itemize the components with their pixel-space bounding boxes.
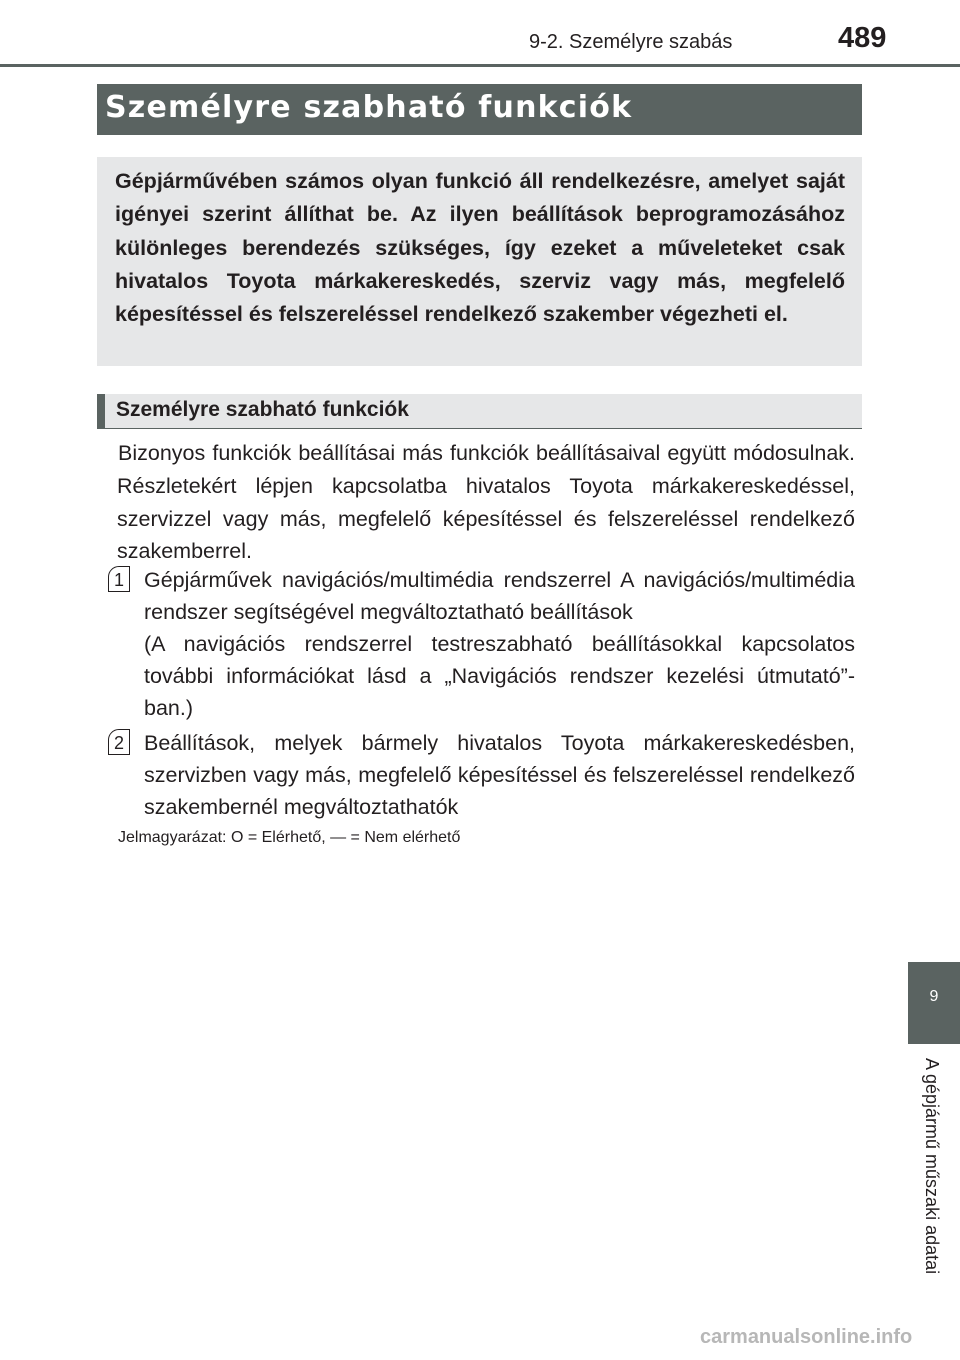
header-divider [0,64,960,67]
intro-box [97,157,862,366]
header-section-title: 9-2. Személyre szabás [529,31,733,53]
body-paragraph: Bizonyos funkciók beállításai más funkciók beállításaival együtt módosulnak. Részletekért lépjen kapcsolatba hivatalos Toyota márkakereskedéssel, szervizzel vagy más, megfelelő képesítéssel és felszereléssel rendelkező szakemberrel. [117,441,855,564]
list-marker-1: 1 [108,566,130,592]
list-item-1-note: (A navigációs rendszerrel testreszabható beállításokkal kapcsolatos további információkat lásd a „Navigációs rendszer kezelési útmutató”-ban.) [144,631,855,720]
chapter-label: A gépjármű műszaki adatai [922,1058,942,1275]
list-item-1-text: Gépjárművek navigációs/multimédia rendszerrel A navigációs/multimédia rendszer segítségével megváltoztatható beállítások [144,568,855,624]
intro-text: Gépjárművében számos olyan funkció áll rendelkezésre, amelyet saját igényei szerint állíthat be. Az ilyen beállítások beprogramozásához különleges berendezés szükséges, így ezeket a műveleteket csak hivatalos Toyota márkakereskedés, szerviz vagy más, megfelelő képesítéssel és felszereléssel rendelkező szakember végezheti el. [115,169,845,327]
chapter-number: 9 [929,988,939,1005]
legend-text: Jelmagyarázat: O = Elérhető, — = Nem elérhető [118,829,461,846]
chapter-tab [908,962,960,1044]
list-marker-2: 2 [108,729,130,755]
section-heading-accent [97,394,105,428]
section-heading: Személyre szabható funkciók [116,398,409,421]
section-heading-bar [97,394,862,429]
list-item-1 [144,565,855,725]
list-item-2 [144,728,855,824]
watermark: carmanualsonline.info [700,1326,913,1348]
main-title-bar [97,84,862,135]
list-item-2-text: Beállítások, melyek bármely hivatalos Toyota márkakereskedésben, szervizben vagy más, megfelelő képesítéssel és felszereléssel rendelkező szakembernél megváltoztathatók [144,731,855,819]
page-title: Személyre szabható funkciók [105,90,633,125]
page-number: 489 [838,22,887,54]
